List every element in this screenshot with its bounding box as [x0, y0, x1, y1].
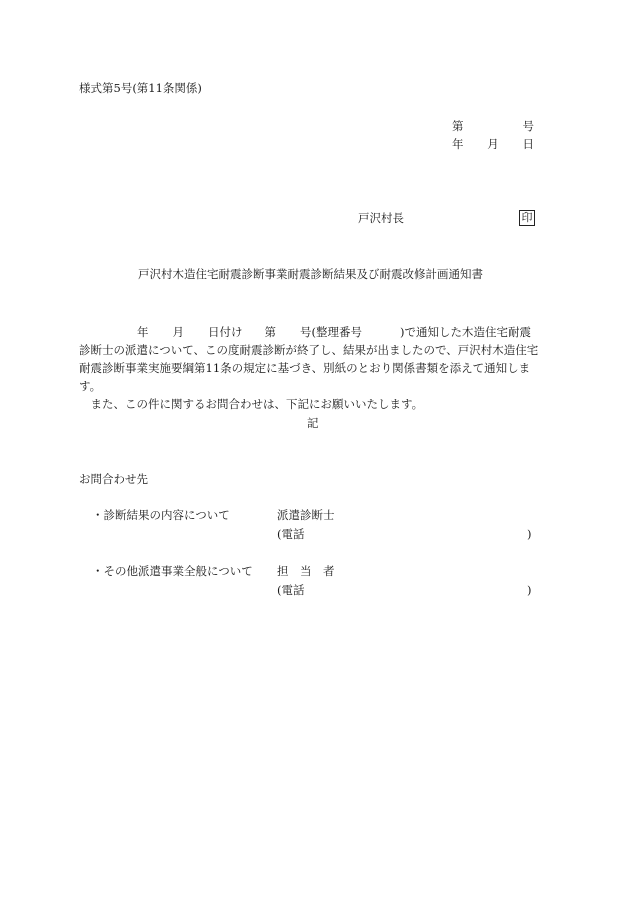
date-month: 月: [487, 137, 499, 151]
document-number: [452, 121, 534, 133]
body-line-1: [79, 323, 549, 341]
seal-stamp: 印: [519, 210, 535, 226]
contact-tel-close-1: ): [527, 527, 532, 541]
document-title: 戸沢村木造住宅耐震診断事業耐震診断結果及び耐震改修計画通知書: [138, 267, 483, 281]
contact-heading: お問合わせ先: [79, 472, 148, 486]
contact-tel-close-2: ): [527, 583, 532, 597]
contact-tel-open-2: (電話: [277, 583, 305, 597]
contact-person-1: 派遣診断士: [277, 508, 335, 522]
doc-no-dai: 第: [452, 119, 464, 133]
date-day: 日: [522, 137, 534, 151]
issue-date: [452, 139, 534, 151]
form-number: 様式第5号(第11条関係): [79, 81, 202, 95]
contact-person-2: 担 当 者: [277, 564, 335, 578]
body-line-2: 診断士の派遣について、この度耐震診断が終了し、結果が出ましたので、戸沢村木造住宅: [79, 343, 539, 357]
body-go-ref: 号(整理番号: [300, 325, 362, 339]
body-line-3: 耐震診断事業実施要綱第11条の規定に基づき、別紙のとおり関係書類を添えて通知します。: [79, 361, 531, 393]
ki-heading: 記: [307, 416, 319, 430]
body-day-dated: 日付け: [208, 325, 243, 339]
contact-topic-1: ・診断結果の内容について: [92, 508, 230, 522]
date-year: 年: [452, 137, 464, 151]
body-year: 年: [137, 325, 149, 339]
body-dai: 第: [264, 325, 276, 339]
doc-no-go: 号: [522, 119, 534, 133]
body-line-4: また、この件に関するお問合わせは、下記にお願いいたします。: [79, 397, 424, 411]
body-line1-rest: )で通知した木造住宅耐震: [400, 325, 531, 339]
contact-topic-2: ・その他派遣事業全般について: [92, 564, 253, 578]
body-month: 月: [172, 325, 184, 339]
issuer-name: 戸沢村長: [358, 211, 404, 225]
body-text: [79, 323, 549, 413]
contact-tel-open-1: (電話: [277, 527, 305, 541]
